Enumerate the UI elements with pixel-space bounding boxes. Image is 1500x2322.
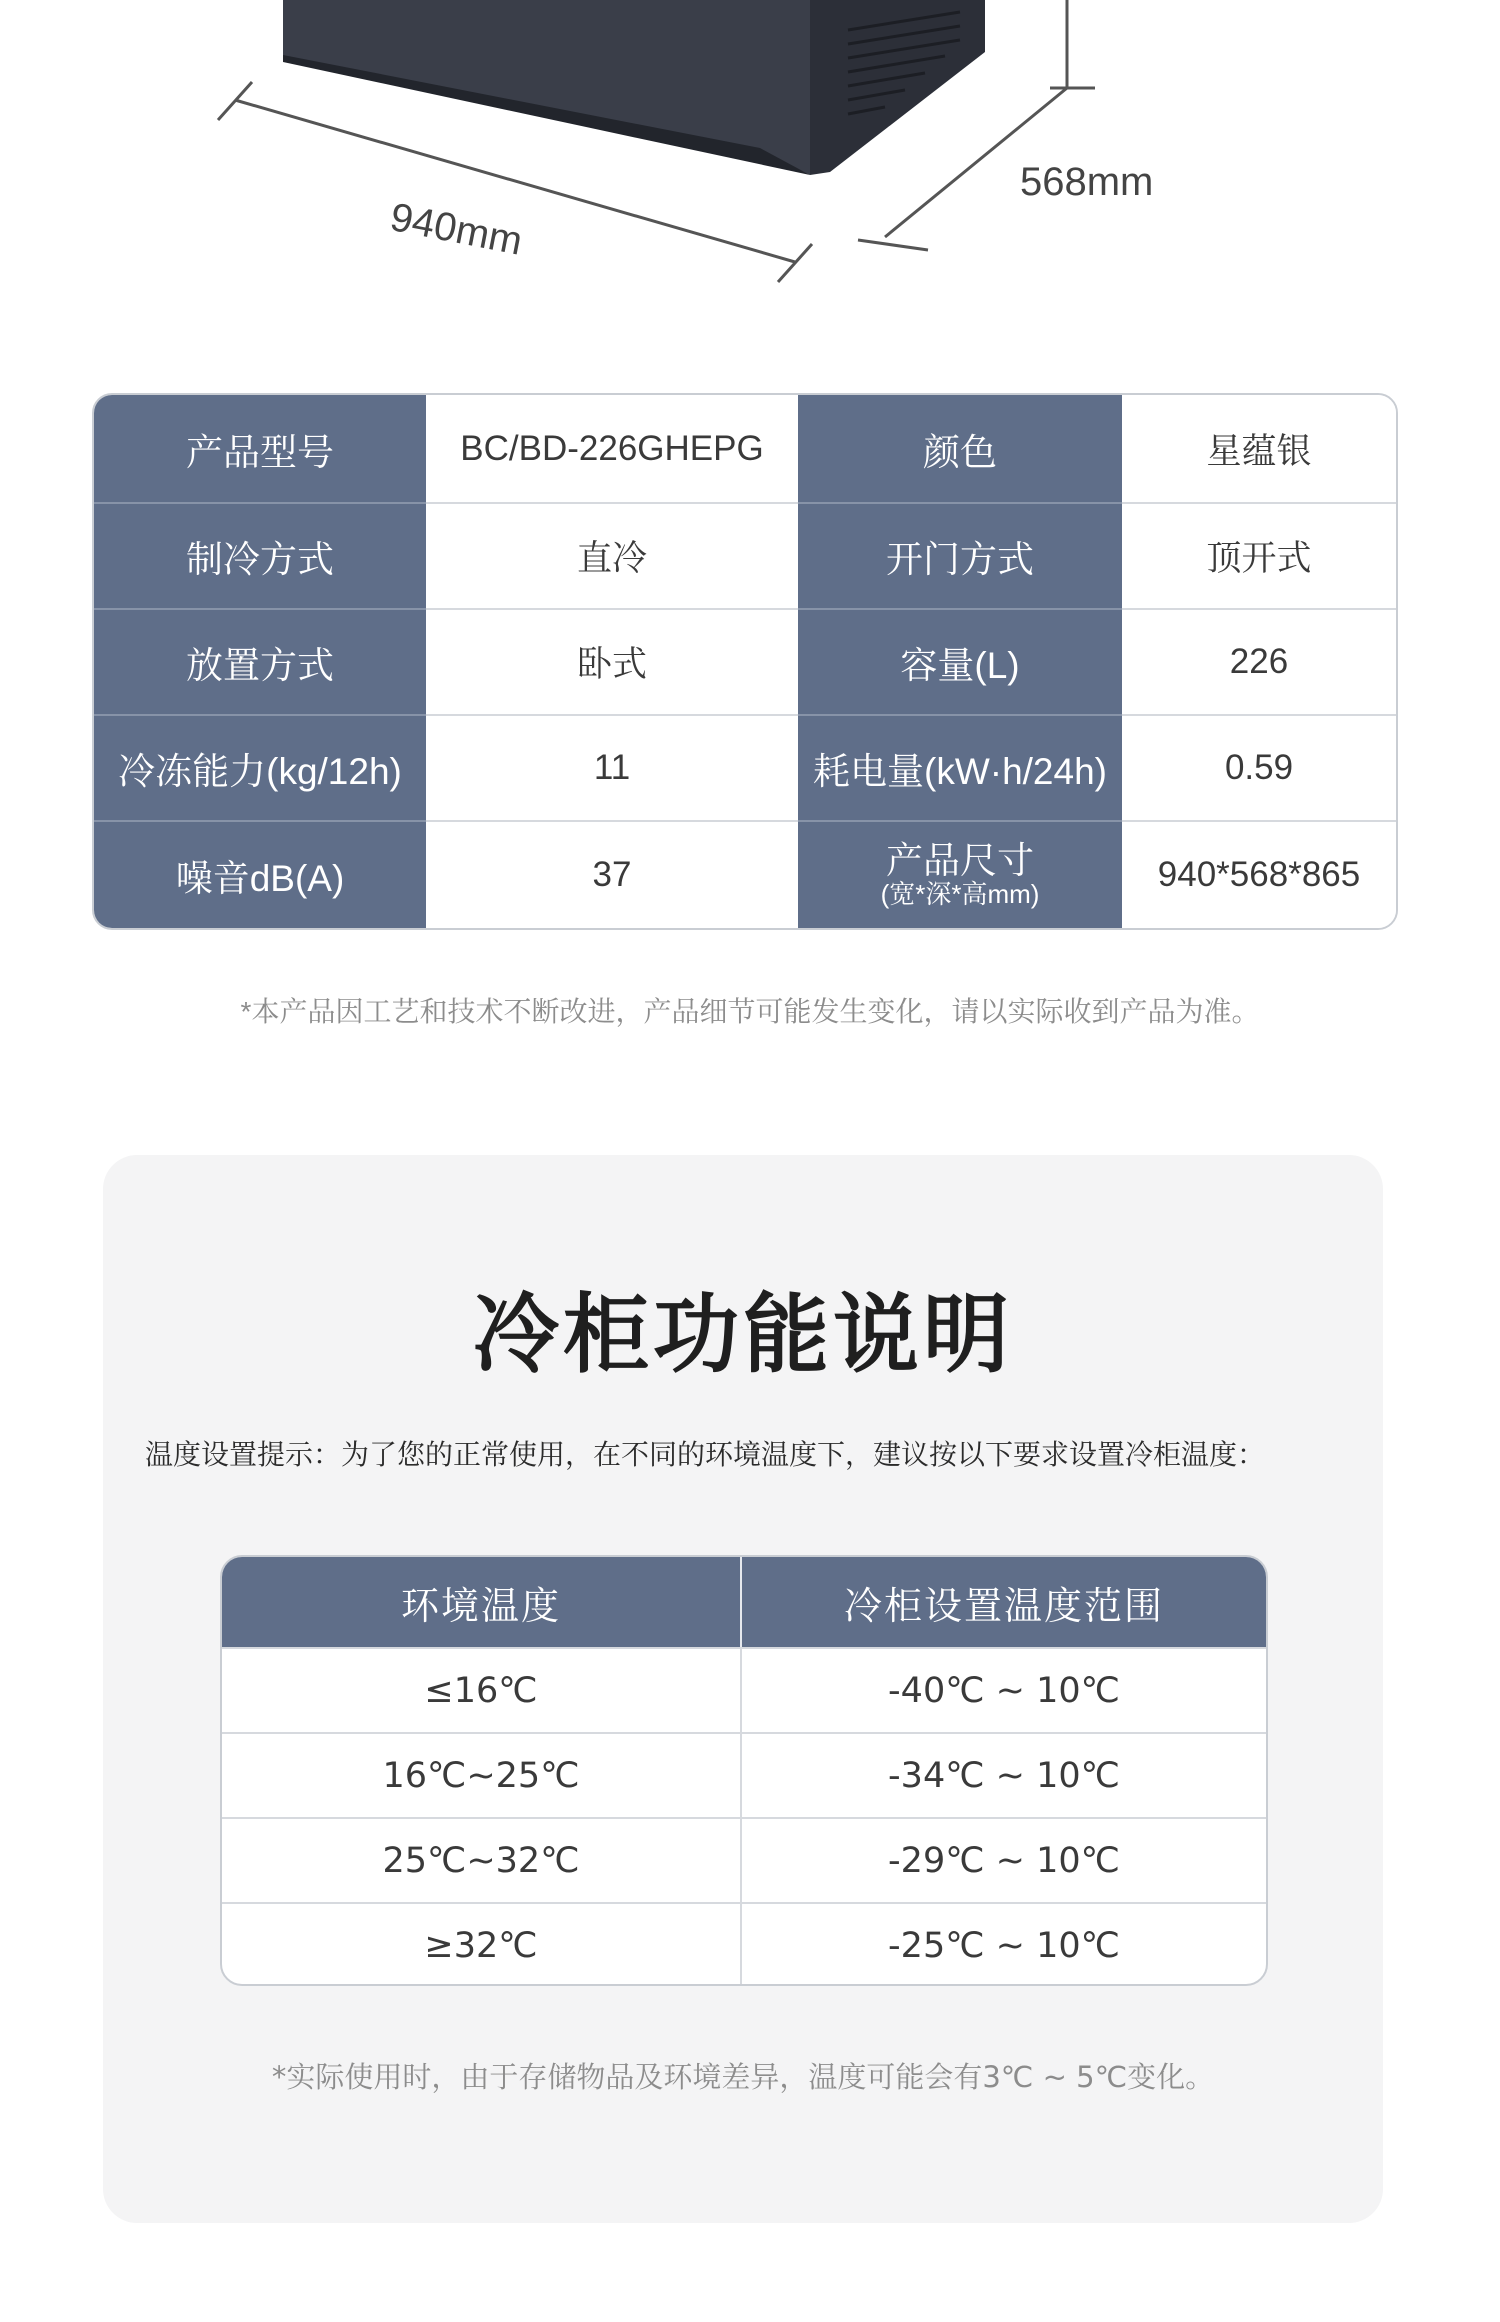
spec-label-noise: 噪音dB(A) [94,822,426,928]
header-setting-range: 冷柜设置温度范围 [843,1583,1164,1628]
spec-label-freezing: 冷冻能力(kg/12h) [94,716,426,822]
spec-value-freezing: 11 [426,716,798,822]
spec-table [92,393,1398,930]
spec-value-noise: 37 [426,822,798,928]
spec-label-cooling: 制冷方式 [94,504,426,610]
spec-value-power: 0.59 [1122,716,1396,822]
spec-label-capacity: 容量(L) [798,610,1122,716]
table-row [222,1732,1266,1817]
depth-dimension-label: 568mm [1020,160,1154,204]
ambient-temp-cell: 25℃~32℃ [222,1819,742,1902]
table-row [222,1647,1266,1732]
spec-row [94,504,1396,610]
spec-value-door: 顶开式 [1122,504,1396,610]
header-ambient-temp: 环境温度 [222,1557,742,1647]
ambient-temp-cell: ≤16℃ [222,1649,742,1732]
width-dimension-label: 940mm [386,195,526,264]
setting-range-cell: -25℃ ~ 10℃ [888,1925,1120,1966]
spec-label-size [798,822,1122,928]
spec-value-color: 星蕴银 [1122,395,1396,504]
spec-row [94,610,1396,716]
temperature-table [220,1555,1268,1986]
spec-row [94,716,1396,822]
setting-range-cell: -34℃ ~ 10℃ [888,1755,1120,1796]
function-panel [103,1155,1383,2223]
spec-value-size: 940*568*865 [1122,822,1396,928]
spec-disclaimer: *本产品因工艺和技术不断改进，产品细节可能发生变化，请以实际收到产品为准。 [240,996,1260,1027]
temperature-hint: 温度设置提示：为了您的正常使用，在不同的环境温度下，建议按以下要求设置冷柜温度： [145,1438,1266,1471]
ambient-temp-cell: ≥32℃ [222,1904,742,1986]
spec-value-model: BC/BD-226GHEPG [426,395,798,504]
temperature-table-header [222,1557,1266,1647]
spec-label-model: 产品型号 [94,395,426,504]
temperature-disclaimer: *实际使用时，由于存储物品及环境差异，温度可能会有3℃ ~ 5℃变化。 [271,2060,1215,2094]
setting-range-cell: -40℃ ~ 10℃ [888,1670,1120,1711]
spec-label-door: 开门方式 [798,504,1122,610]
spec-value-placement: 卧式 [426,610,798,716]
table-row [222,1902,1266,1986]
table-row [222,1817,1266,1902]
ambient-temp-cell: 16℃~25℃ [222,1734,742,1817]
panel-title: 冷柜功能说明 [473,1285,1013,1385]
spec-label-size-sub: (宽*深*高mm) [880,878,1040,909]
spec-row [94,822,1396,928]
product-image [0,0,1500,330]
spec-label-power: 耗电量(kW·h/24h) [798,716,1122,822]
spec-value-cooling: 直冷 [426,504,798,610]
spec-value-capacity: 226 [1122,610,1396,716]
spec-label-size-main: 产品尺寸 [886,839,1034,881]
spec-label-color: 颜色 [798,395,1122,504]
setting-range-cell: -29℃ ~ 10℃ [888,1840,1120,1881]
spec-label-placement: 放置方式 [94,610,426,716]
spec-row [94,395,1396,504]
